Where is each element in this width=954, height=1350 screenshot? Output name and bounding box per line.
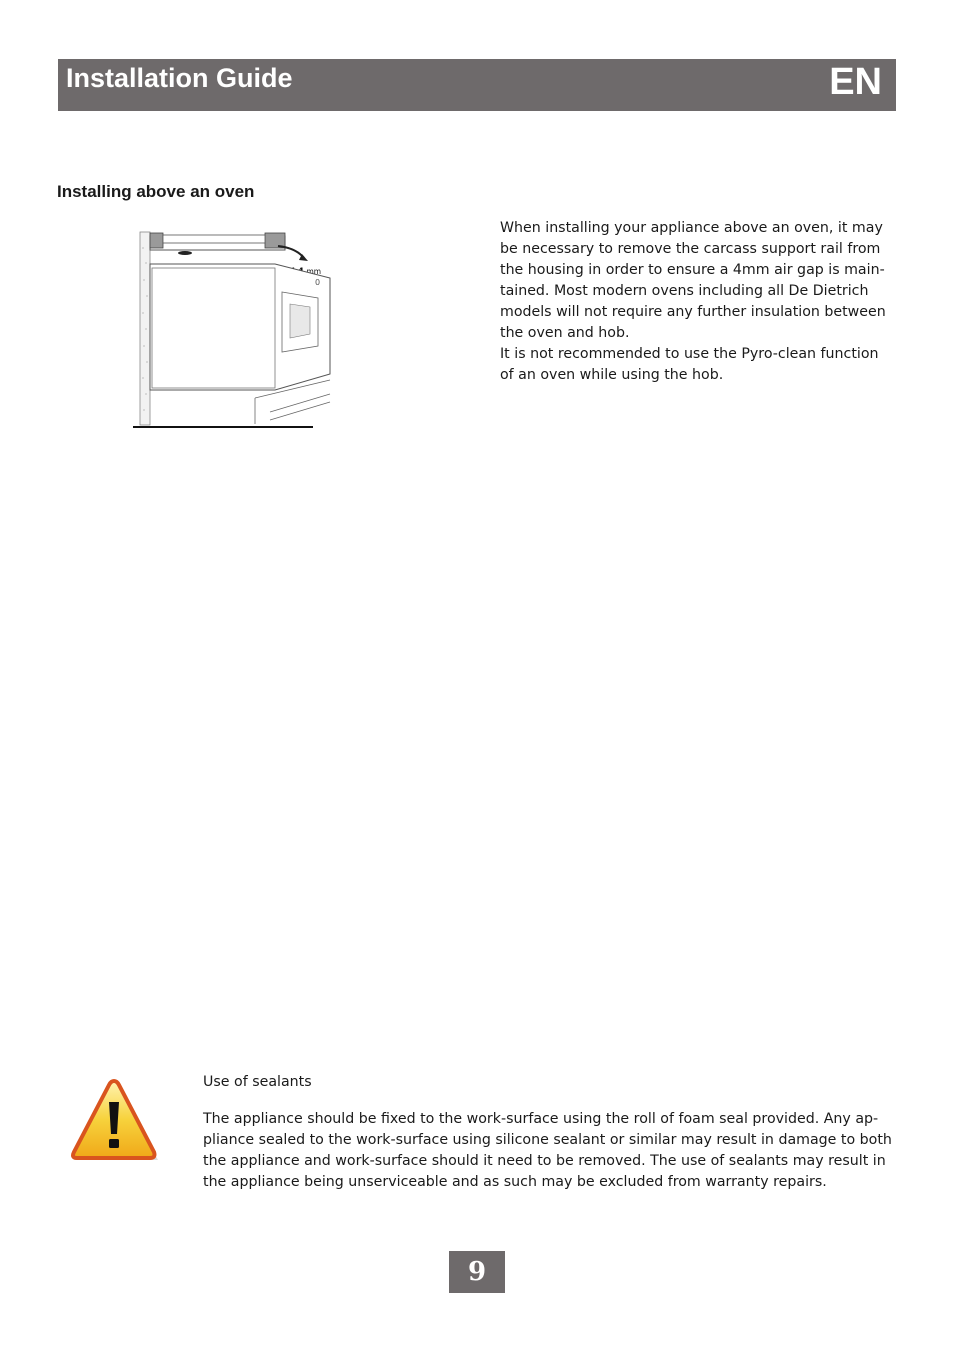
intro-line: models will not require any further insulation between [500,304,886,320]
page-number: 9 [467,1257,487,1287]
sealant-line: the appliance being unserviceable and as such may be excluded from warranty repairs. [203,1174,827,1190]
oven-window [290,304,310,338]
sealant-title: Use of sealants [203,1074,312,1090]
page-title: Installation Guide [66,63,293,93]
intro-line: be necessary to remove the carcass support rail from [500,241,881,257]
header-bar [58,59,896,111]
support-rail-fixing [178,251,192,255]
intro-line: of an oven while using the hob. [500,367,724,383]
gap-label-unit: mm [306,267,322,276]
intro-line: the oven and hob. [500,325,630,341]
intro-line: tained. Most modern ovens including all De Dietrich [500,283,869,299]
intro-line: When installing your appliance above an oven, it may [500,220,883,236]
oven-front [152,268,275,388]
intro-line: It is not recommended to use the Pyro-clean function [500,346,879,362]
wall [140,232,150,425]
language-code: EN [829,61,882,103]
hob-edge-left [150,233,163,248]
sealant-warning [203,1072,897,1193]
intro-line: the housing in order to ensure a 4mm air gap is main- [500,262,885,278]
page-number-box [449,1251,505,1293]
warning-triangle-icon [68,1078,160,1164]
sealant-line: the appliance and work-surface should it need to be removed. The use of sealants may result in [203,1153,886,1169]
oven-installation-diagram [130,228,340,432]
sealant-line: pliance sealed to the work-surface using silicone sealant or similar may result in damage to both [203,1132,892,1148]
section-heading: Installing above an oven [57,182,255,201]
oven-knob: 0 [315,278,321,287]
sealant-line: The appliance should be fixed to the work-surface using the roll of foam seal provided. Any ap- [203,1111,879,1127]
hob-glass [163,235,265,243]
intro-text [500,218,896,386]
